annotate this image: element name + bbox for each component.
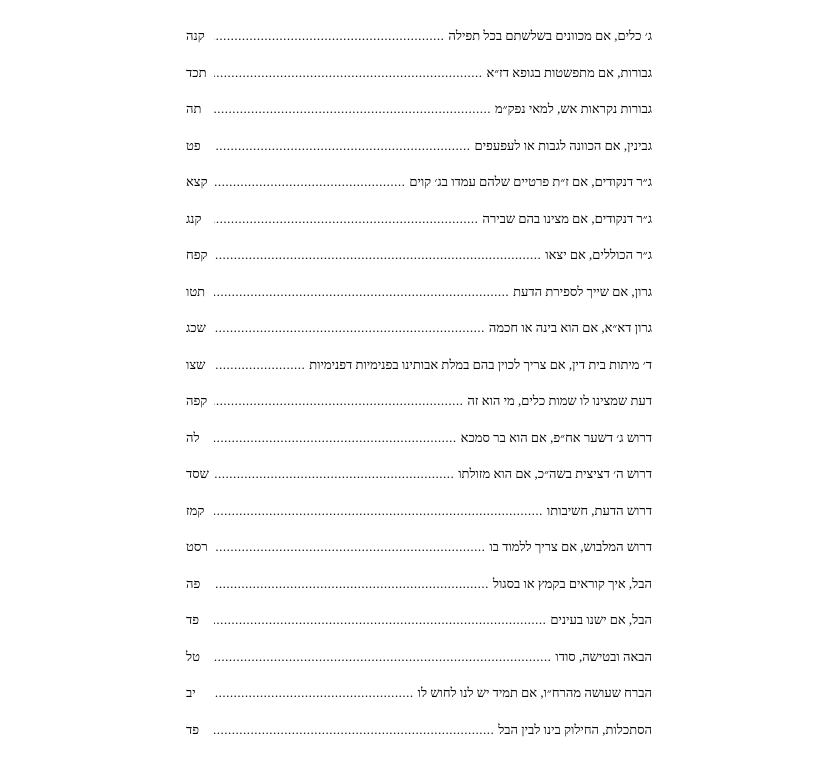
entry-title: דרוש ה׳ דציצית בשה״כ, אם הוא מזולתו	[458, 466, 652, 481]
entry-page-ref: טל	[186, 648, 200, 664]
entry-title: גבורות, אם מתפשטות בגופא דז״א	[486, 64, 652, 80]
entry-title: גבורות נקראות אש, למאי נפק״מ	[494, 101, 652, 116]
entry-title: דרוש ג׳ דשער אח״פ, אם הוא בר סמכא	[460, 429, 652, 445]
entry-page-ref: שכג	[186, 320, 206, 335]
dot-leader	[214, 357, 305, 373]
dot-leader	[214, 284, 509, 300]
index-entry	[186, 649, 652, 686]
index-entry	[186, 138, 652, 175]
dot-leader	[214, 539, 485, 555]
dot-leader	[214, 393, 463, 409]
index-entry	[186, 28, 652, 65]
entry-page-ref: קפח	[186, 247, 208, 262]
entry-title: הבל, איך קוראים בקמץ או בסגול	[492, 575, 652, 591]
entry-title: ג״ר דנקודים, אם מצינו בהם שבירה	[482, 210, 652, 226]
index-entry	[186, 357, 652, 394]
dot-leader	[214, 576, 489, 592]
entry-title: גרון, אם שייך לספירת הדעת	[513, 283, 652, 299]
dot-leader	[214, 101, 491, 117]
index-entry	[186, 503, 652, 540]
dot-leader	[214, 466, 454, 482]
index-list	[186, 28, 652, 758]
dot-leader	[214, 649, 551, 665]
index-entry	[186, 539, 652, 576]
entry-title: הברח שעושה מהרח״ו, אם תמיד יש לנו לחוש לו	[417, 685, 652, 700]
entry-page-ref: קצא	[186, 174, 208, 189]
entry-page-ref: קמז	[186, 502, 205, 518]
entry-title: ג׳ כלים, אם מכוונים בשלשתם בכל תפילה	[448, 28, 652, 43]
dot-leader	[214, 685, 414, 701]
index-entry	[186, 430, 652, 467]
entry-page-ref: תטו	[186, 283, 206, 299]
dot-leader	[214, 211, 478, 227]
entry-title: ג״ר דנקודים, אם ז״ת פרטיים שלהם עמדו בג׳ קוים	[409, 174, 652, 189]
entry-page-ref: תכד	[186, 64, 207, 80]
entry-page-ref: פד	[186, 612, 200, 627]
entry-title: גבינין, אם הכוונה לגבות או לעפעפים	[474, 137, 652, 153]
dot-leader	[214, 174, 405, 190]
entry-title: דרוש המלבוש, אם צריך ללמוד בו	[489, 539, 652, 554]
entry-title: גרון דא״א, אם הוא בינה או חכמה	[488, 320, 652, 335]
index-entry	[186, 612, 652, 649]
dot-leader	[214, 28, 444, 44]
dot-leader	[214, 138, 471, 154]
entry-page-ref: פט	[186, 137, 201, 153]
entry-page-ref: פה	[186, 575, 201, 591]
entry-page-ref: פד	[186, 721, 200, 737]
index-entry	[186, 284, 652, 321]
index-entry	[186, 466, 652, 503]
index-entry	[186, 576, 652, 613]
index-entry	[186, 101, 652, 138]
entry-title: הבל, אם ישנו בעינים	[550, 612, 652, 627]
entry-title: ג״ר הכוללים, אם יצאו	[545, 247, 652, 262]
index-entry	[186, 393, 652, 430]
dot-leader	[214, 430, 457, 446]
entry-title: ד׳ מיתות בית דין, אם צריך לכוין בהם במלת אבותינו בפנימיות דפנימיות	[309, 356, 652, 372]
index-entry	[186, 685, 652, 722]
index-entry	[186, 65, 652, 102]
index-entry	[186, 722, 652, 759]
entry-page-ref: שצו	[186, 356, 206, 372]
entry-page-ref: לה	[186, 429, 200, 445]
entry-page-ref: שסד	[186, 466, 209, 481]
dot-leader	[214, 612, 546, 628]
index-entry	[186, 174, 652, 211]
index-entry	[186, 320, 652, 357]
dot-leader	[214, 722, 494, 738]
entry-page-ref: רסט	[186, 539, 208, 554]
entry-page-ref: קפה	[186, 393, 208, 408]
entry-page-ref: תה	[186, 101, 202, 116]
dot-leader	[214, 65, 482, 81]
index-entry	[186, 211, 652, 248]
dot-leader	[214, 247, 541, 263]
entry-title: הבאה ובטישה, סודו	[555, 648, 652, 664]
entry-title: דרוש הדעת, חשיבותו	[546, 502, 652, 518]
entry-page-ref: יב	[186, 685, 196, 700]
index-entry	[186, 247, 652, 284]
dot-leader	[214, 320, 485, 336]
entry-title: דעת שמצינו לו שמות כלים, מי הוא זה	[467, 393, 652, 408]
entry-page-ref: קנה	[186, 28, 205, 43]
entry-page-ref: קנג	[186, 210, 202, 226]
dot-leader	[214, 503, 543, 519]
entry-title: הסתכלות, החילוק בינו לבין הבל	[498, 721, 652, 737]
